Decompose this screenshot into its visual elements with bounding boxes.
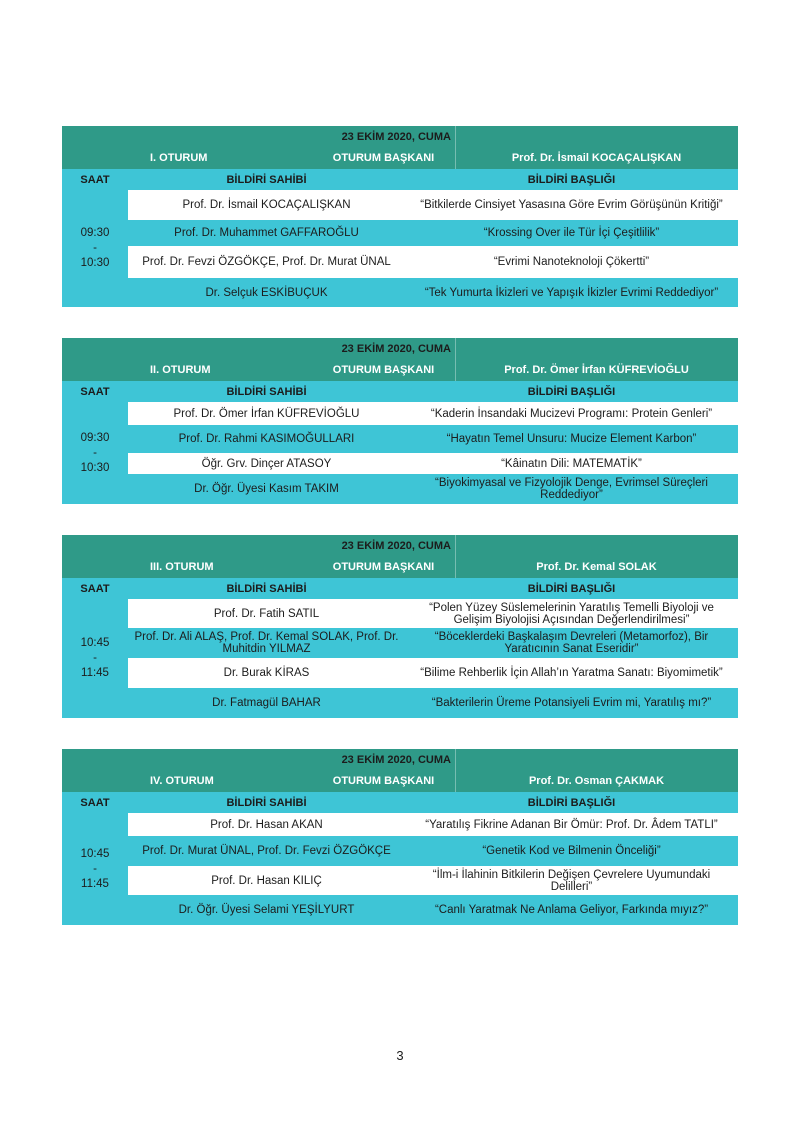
- column-header-author: BİLDİRİ SAHİBİ: [226, 582, 307, 595]
- time-start: 10:45: [80, 637, 110, 649]
- paper-title: “Biyokimyasal ve Fizyolojik Denge, Evrimsel Süreçleri Reddediyor”: [435, 477, 708, 501]
- paper-author: Öğr. Grv. Dinçer ATASOY: [201, 457, 332, 470]
- paper-row: [128, 599, 738, 628]
- time-end: 10:30: [80, 257, 110, 269]
- paper-row: [128, 190, 738, 220]
- column-header-row: [62, 578, 738, 599]
- paper-author: Dr. Selçuk ESKİBUÇUK: [205, 286, 328, 299]
- paper-title: “Hayatın Temel Unsuru: Mucize Element Karbon”: [446, 433, 697, 445]
- time-separator: -: [93, 242, 97, 254]
- paper-title: “Evrimi Nanoteknoloji Çökertti”: [493, 256, 650, 268]
- paper-row: [128, 220, 738, 246]
- column-header-time: SAAT: [80, 385, 110, 398]
- column-header-title: BİLDİRİ BAŞLIĞI: [527, 385, 616, 398]
- paper-author: Prof. Dr. Muhammet GAFFAROĞLU: [174, 227, 359, 239]
- chair-label: OTURUM BAŞKANI: [332, 152, 435, 164]
- paper-author: Prof. Dr. Hasan KILIÇ: [211, 874, 322, 887]
- paper-author: Prof. Dr. Murat ÜNAL, Prof. Dr. Fevzi ÖZGÖKÇE: [142, 845, 391, 857]
- paper-title: “Canlı Yaratmak Ne Anlama Geliyor, Farkında mıyız?”: [434, 904, 709, 916]
- time-separator: -: [93, 446, 97, 459]
- paper-row: [128, 658, 738, 688]
- column-header-time: SAAT: [80, 582, 110, 595]
- chair-name: Prof. Dr. İsmail KOCAÇALIŞKAN: [511, 152, 682, 164]
- paper-title: “Tek Yumurta İkizleri ve Yapışık İkizler Evrimi Reddediyor”: [424, 286, 719, 299]
- paper-row: [128, 688, 738, 718]
- time-start: 09:30: [80, 227, 110, 239]
- session-date: 23 EKİM 2020, CUMA: [341, 753, 451, 766]
- session-date: 23 EKİM 2020, CUMA: [341, 130, 451, 143]
- chair-name: Prof. Dr. Kemal SOLAK: [536, 561, 657, 573]
- chair-name: Prof. Dr. Osman ÇAKMAK: [528, 775, 665, 787]
- paper-title: “Böceklerdeki Başkalaşım Devreleri (Metamorfoz), Bir Yaratıcının Sanat Eseridir”: [434, 631, 709, 655]
- paper-author: Dr. Öğr. Üyesi Selami YEŞİLYURT: [178, 904, 355, 916]
- page-number: 3: [396, 1048, 404, 1063]
- paper-row: [128, 895, 738, 925]
- paper-title: “Krossing Over ile Tür İçi Çeşitlilik”: [483, 227, 660, 239]
- column-header-time: SAAT: [80, 173, 110, 186]
- time-slot: [62, 190, 128, 307]
- column-header-row: [62, 792, 738, 813]
- paper-title: “Polen Yüzey Süslemelerinin Yaratılış Temelli Biyoloji ve Gelişim Biyolojisi Açısından Değerlendirilmesi”: [429, 601, 714, 626]
- paper-row: [128, 628, 738, 658]
- date-row: [62, 535, 738, 556]
- paper-title: “Yaratılış Fikrine Adanan Bir Ömür: Prof. Dr. Âdem TATLI”: [425, 818, 718, 831]
- paper-author: Prof. Dr. Fevzi ÖZGÖKÇE, Prof. Dr. Murat ÜNAL: [142, 256, 391, 268]
- column-header-title: BİLDİRİ BAŞLIĞI: [527, 796, 616, 809]
- time-end: 10:30: [80, 461, 110, 474]
- column-header-row: [62, 381, 738, 402]
- session-table-4: [62, 749, 738, 925]
- time-end: 11:45: [81, 667, 109, 679]
- column-header-author: BİLDİRİ SAHİBİ: [226, 796, 307, 809]
- paper-title: “Kaderin İnsandaki Mucizevi Programı: Protein Genleri”: [430, 407, 713, 420]
- paper-row: [128, 402, 738, 425]
- session-label: II. OTURUM: [150, 364, 211, 376]
- paper-author: Prof. Dr. Ali ALAŞ, Prof. Dr. Kemal SOLAK, Prof. Dr. Muhitdin YILMAZ: [134, 631, 399, 655]
- session-label: IV. OTURUM: [150, 775, 214, 787]
- session-info-row: [62, 359, 738, 381]
- column-header-time: SAAT: [80, 796, 110, 809]
- session-table-1: [62, 126, 738, 307]
- paper-row: [128, 813, 738, 836]
- paper-author: Dr. Fatmagül BAHAR: [212, 697, 321, 709]
- column-header-title: BİLDİRİ BAŞLIĞI: [527, 173, 616, 186]
- date-row: [62, 126, 738, 147]
- paper-row: [128, 474, 738, 504]
- paper-row: [128, 246, 738, 278]
- session-table-3: [62, 535, 738, 718]
- paper-row: [128, 425, 738, 453]
- paper-title: “Bitkilerde Cinsiyet Yasasına Göre Evrim Görüşünün Kritiği”: [420, 199, 723, 211]
- paper-author: Dr. Burak KİRAS: [223, 667, 310, 679]
- session-label: I. OTURUM: [150, 152, 208, 164]
- paper-row: [128, 453, 738, 474]
- paper-title: “İlm-i İlahinin Bitkilerin Değişen Çevrelere Uyumundaki Delilleri”: [432, 868, 711, 893]
- session-date: 23 EKİM 2020, CUMA: [341, 342, 451, 355]
- chair-label: OTURUM BAŞKANI: [332, 364, 435, 376]
- session-info-row: [62, 147, 738, 169]
- chair-name: Prof. Dr. Ömer İrfan KÜFREVİOĞLU: [504, 364, 689, 376]
- paper-title: “Genetik Kod ve Bilmenin Önceliği”: [482, 845, 661, 857]
- paper-title: “Bakterilerin Üreme Potansiyeli Evrim mi, Yaratılış mı?”: [431, 697, 712, 709]
- session-info-row: [62, 556, 738, 578]
- session-table-2: [62, 338, 738, 504]
- column-header-title: BİLDİRİ BAŞLIĞI: [527, 582, 616, 595]
- paper-author: Prof. Dr. Fatih SATIL: [213, 607, 320, 620]
- date-row: [62, 749, 738, 770]
- time-slot: [62, 402, 128, 504]
- column-header-author: BİLDİRİ SAHİBİ: [226, 173, 307, 186]
- paper-title: “Kâinatın Dili: MATEMATİK”: [501, 457, 642, 470]
- paper-author: Prof. Dr. Hasan AKAN: [210, 818, 323, 831]
- time-separator: -: [93, 862, 97, 875]
- chair-label: OTURUM BAŞKANI: [332, 561, 435, 573]
- paper-author: Prof. Dr. İsmail KOCAÇALIŞKAN: [182, 199, 351, 211]
- session-date: 23 EKİM 2020, CUMA: [341, 539, 451, 552]
- column-header-author: BİLDİRİ SAHİBİ: [226, 385, 307, 398]
- date-row: [62, 338, 738, 359]
- paper-row: [128, 278, 738, 307]
- time-start: 09:30: [80, 431, 110, 444]
- time-slot: [62, 599, 128, 718]
- paper-title: “Bilime Rehberlik İçin Allah’ın Yaratma Sanatı: Biyomimetik”: [420, 667, 723, 679]
- time-start: 10:45: [80, 847, 110, 860]
- time-separator: -: [93, 652, 97, 664]
- chair-label: OTURUM BAŞKANI: [332, 775, 435, 787]
- column-header-row: [62, 169, 738, 190]
- paper-row: [128, 866, 738, 895]
- time-slot: [62, 813, 128, 925]
- session-info-row: [62, 770, 738, 792]
- paper-row: [128, 836, 738, 866]
- paper-author: Prof. Dr. Ömer İrfan KÜFREVİOĞLU: [173, 407, 360, 420]
- session-label: III. OTURUM: [150, 561, 214, 573]
- paper-author: Prof. Dr. Rahmi KASIMOĞULLARI: [178, 433, 355, 445]
- time-end: 11:45: [81, 877, 109, 890]
- paper-author: Dr. Öğr. Üyesi Kasım TAKIM: [194, 483, 339, 495]
